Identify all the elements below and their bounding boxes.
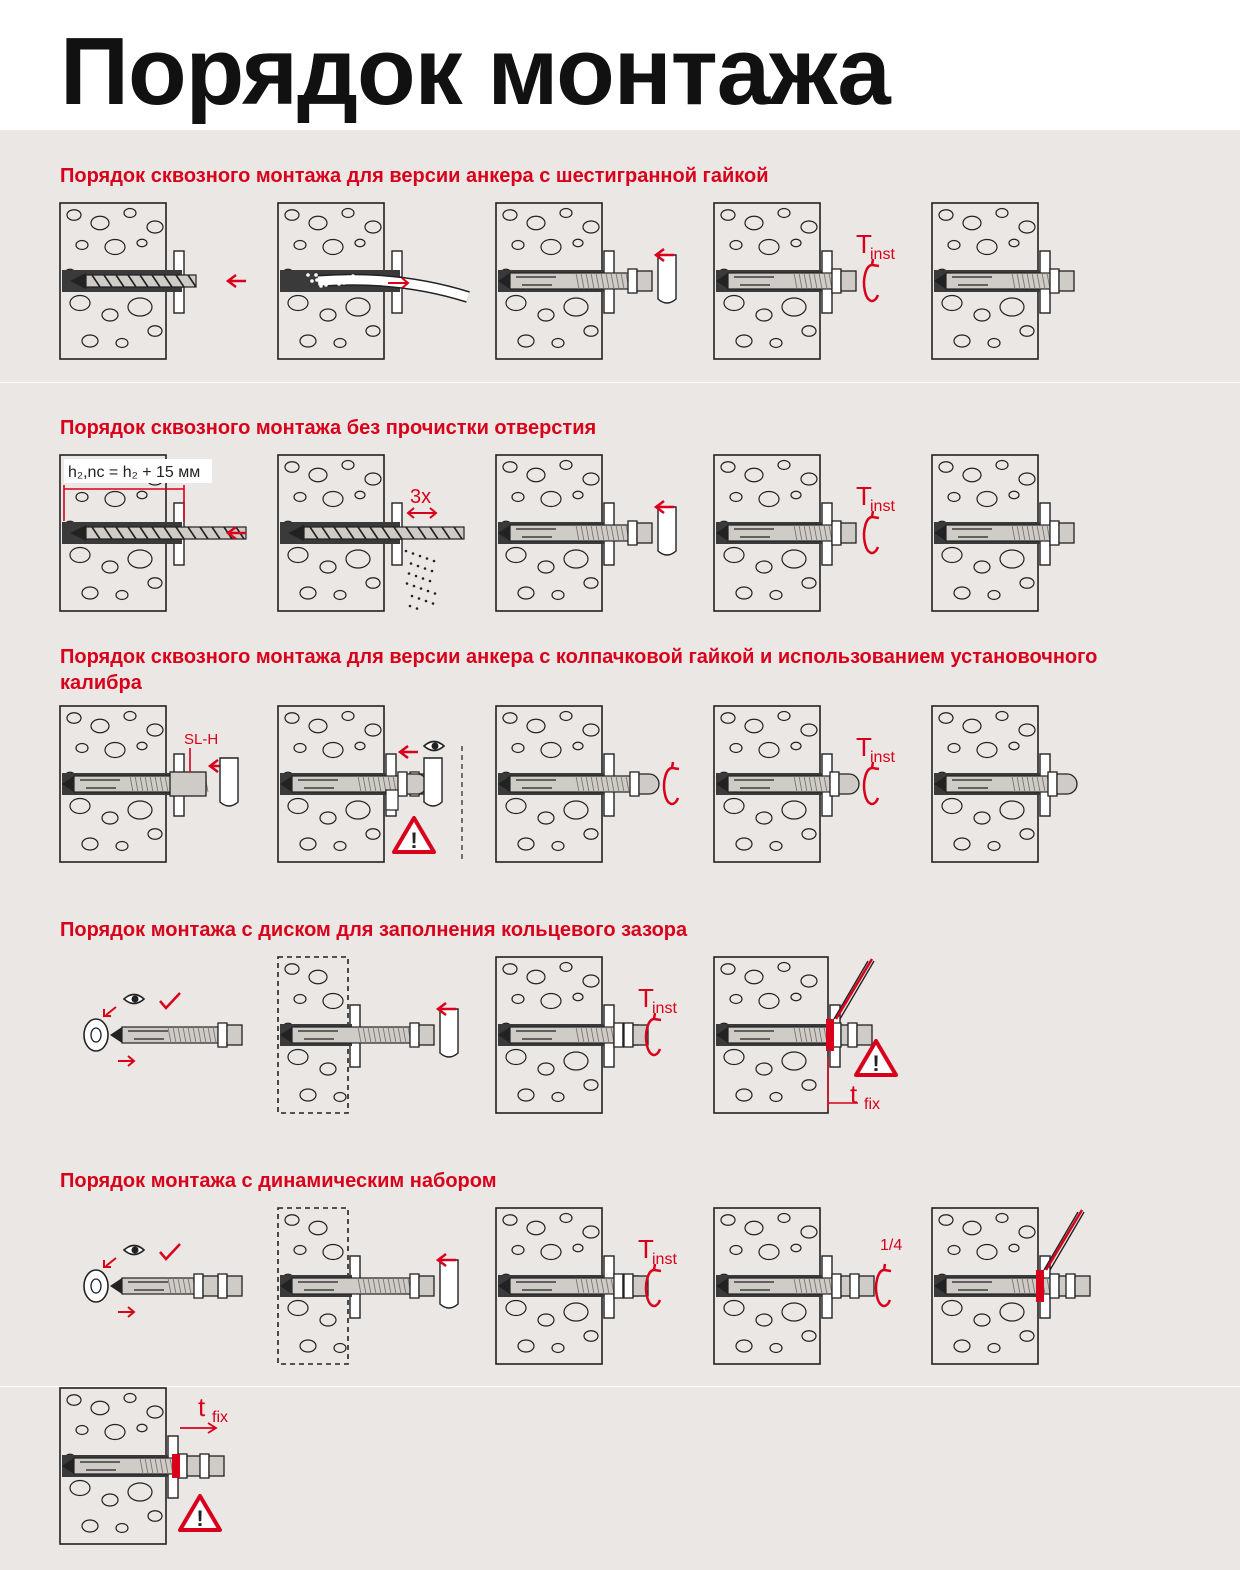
step-figure [932,706,1122,864]
svg-text:!: ! [410,828,418,853]
dust-particle [323,278,327,282]
washer [1066,1274,1075,1298]
cap-nut [1057,774,1077,794]
dust-particle [424,567,427,570]
dust-particle [426,557,429,560]
mortar-stream [1046,1210,1082,1270]
step-illustration-torque-dyn [496,1208,686,1366]
hex-nut [419,1276,434,1296]
dust-particle [346,275,350,279]
step-figure [496,957,686,1115]
dust-particle [419,555,422,558]
washer [614,1274,623,1298]
dust-particle [415,575,418,578]
step-illustration-final-hex [932,455,1122,613]
step-figure [278,1208,468,1366]
back-forth-arrow-icon [408,508,436,518]
step-illustration-disc-assemble [60,957,250,1115]
washer [848,1023,857,1047]
rotate-arrow-icon [864,265,878,301]
anchor-tip [110,1278,122,1294]
washer [200,1454,209,1478]
repeat-label: 3x [410,486,432,508]
washer [830,772,839,796]
rotate-arrow-icon [864,517,878,553]
dust-particle [405,550,408,553]
fixture-plate [1040,539,1050,565]
washer [1048,772,1057,796]
step-illustration-torque-hex [714,455,904,613]
dust-particle [337,282,341,286]
dust-particle [431,570,434,573]
dust-particle [411,595,414,598]
label-subscript: inst [652,1251,677,1268]
fixture-plate [1040,287,1050,313]
dust-particle [315,278,319,282]
warning-icon [180,1496,220,1531]
label-main: T [856,229,872,259]
label-main: t [850,1079,858,1109]
torque-label [856,481,895,515]
fixture-plate [822,287,832,313]
drill-bit [288,525,464,541]
step-figure [932,455,1122,613]
step-illustration-final-dyn [60,1388,250,1546]
step-figure [278,203,468,361]
step-illustration-hammer-dyn [278,1208,468,1366]
hammer-head [658,507,676,555]
step-illustration-hammer-eye [278,706,468,864]
dust-particle [425,600,428,603]
hammer-head [440,1260,458,1308]
rotate-arrow-icon [664,768,678,804]
step-illustration-quarter-turn [714,1208,904,1366]
hammer-head [440,1009,458,1057]
label-main: T [856,481,872,511]
washer [630,772,639,796]
step-figure [60,706,250,864]
step-figure [278,957,468,1115]
push-arrow-icon [400,746,418,758]
hex-nut [1059,271,1074,291]
label-subscript: fix [864,1096,880,1113]
step-figure [714,1208,904,1366]
eye-icon [124,995,144,1004]
dust-particle [314,273,318,277]
washer [218,1023,227,1047]
torque-label [638,983,677,1017]
mortar-fill [826,1019,834,1051]
washer [624,1023,633,1047]
hex-nut [857,1025,872,1045]
washer [832,269,841,293]
hex-nut [637,271,652,291]
step-illustration-drill [60,203,250,361]
dust-particle [412,552,415,555]
dust-particle [432,602,435,605]
hammer-head [658,255,676,303]
step-illustration-inject-disc [714,957,904,1115]
step-figure [60,1208,250,1366]
page-title: Порядок монтажа [60,18,890,125]
slide-arrow-icon [118,1307,134,1317]
dust-particle [427,590,430,593]
step-figure [714,203,904,361]
label-main: T [638,1234,654,1264]
dust-particle [410,562,413,565]
hex-nut [637,523,652,543]
torque-label [638,1234,677,1268]
step-figure [714,957,904,1115]
rotate-arrow-head [672,762,679,769]
label-subscript: inst [652,1000,677,1017]
hex-nut [419,1025,434,1045]
dust-particle [433,560,436,563]
torque-label [198,1392,228,1426]
step-figure [714,706,904,864]
hammer-head [220,758,238,806]
dimension-arrow-icon [180,1423,216,1433]
insert-arrow-icon [104,1258,116,1267]
anchor-tip [110,1027,122,1043]
drill-bit [70,525,246,541]
mortar-fill [172,1454,180,1478]
dust-particle [355,280,359,284]
dust-particle [420,587,423,590]
hex-nut [841,271,856,291]
step-figure [60,957,250,1115]
insert-arrow-icon [104,1007,116,1016]
cap-nut [839,774,859,794]
hex-nut [1059,523,1074,543]
dust-particle [306,273,310,277]
formula-label: h₂,nc = h₂ + 15 мм [68,464,201,481]
mortar-fill [1036,1270,1044,1302]
hex-nut [227,1025,242,1045]
hex-nut [209,1456,224,1476]
dust-particle [328,277,332,281]
step-figure [60,1388,250,1546]
section-title: Порядок сквозного монтажа для версии анкера с шестигранной гайкой [60,165,769,187]
step-illustration-torque-cap [714,706,904,864]
section-title: Порядок монтажа с диском для заполнения кольцевого зазора [60,919,688,941]
step-illustration-dyn-assemble [60,1208,250,1366]
fixture-plate [822,539,832,565]
step-illustration-inject-dyn [932,1208,1122,1366]
check-icon [160,993,180,1008]
dust-particle [413,585,416,588]
section-divider [0,382,1240,383]
section-divider [0,1386,1240,1387]
mortar-stream [836,959,872,1019]
washer [398,772,407,796]
washer [410,1274,419,1298]
label-main: T [638,983,654,1013]
label-subscript: inst [870,749,895,766]
dust-particle [351,274,355,278]
dust-particle [324,283,328,287]
step-illustration-torque-disc [496,957,686,1115]
eye-icon [124,1246,144,1255]
tool-label: SL-H [184,731,219,748]
rotate-arrow-icon [864,768,878,804]
dust-particle [417,565,420,568]
step-figure [932,1208,1122,1366]
dust-particle [422,577,425,580]
washer [1050,269,1059,293]
washer [218,1274,227,1298]
washer [832,521,841,545]
check-icon [160,1244,180,1259]
section-title: Порядок сквозного монтажа для версии анкера с колпачковой гайкой и использованием установочного калибра [60,646,1098,694]
step-figure [496,706,686,864]
fixture-plate [822,1292,832,1318]
fixture-plate [604,287,614,313]
label-subscript: inst [870,498,895,515]
filling-disc [84,1019,108,1051]
hex-nut [859,1276,874,1296]
washer [410,1023,419,1047]
hex-nut [1075,1276,1090,1296]
step-figure [278,706,468,864]
torque-label [856,732,895,766]
dust-particle [429,580,432,583]
step-illustration-torque-hex [714,203,904,361]
hex-nut [203,1276,218,1296]
washer [628,521,637,545]
step-figure [60,203,250,361]
setting-tool-sl-h [170,772,206,796]
washer [624,1274,633,1298]
washer [628,269,637,293]
quarter-turn-label: 1/4 [880,1237,903,1254]
fixture-plate [604,1292,614,1318]
rotate-arrow-head [884,1264,891,1271]
svg-text:!: ! [196,1506,204,1531]
hex-nut [841,523,856,543]
label-main: T [856,732,872,762]
washer [1050,521,1059,545]
hex-nut [227,1276,242,1296]
step-figure [496,203,686,361]
dust-particle [310,279,314,283]
warning-icon [394,818,434,853]
dust-particle [408,572,411,575]
washer [1050,1274,1059,1298]
svg-text:!: ! [872,1051,880,1076]
step-illustration-hammer-hex [496,455,686,613]
dust-particle [434,592,437,595]
torque-label [850,1079,880,1113]
washer [850,1274,859,1298]
step-figure [278,455,468,613]
washer [194,1274,203,1298]
dust-particle [409,605,412,608]
slide-arrow-icon [118,1056,134,1066]
washer [614,1023,623,1047]
step-illustration-blow [278,203,468,361]
step-illustration-drill-deep [60,455,250,613]
section-title: Порядок сквозного монтажа без прочистки отверстия [60,417,597,439]
cap-nut [639,774,659,794]
dust-particle [342,281,346,285]
fixture-plate [604,539,614,565]
fixture-plate [386,790,398,810]
drill-bit [70,273,196,289]
dust-particle [333,276,337,280]
torque-label [856,229,895,263]
step-illustration-drill-3x [278,455,468,613]
dust-particle [406,582,409,585]
label-subscript: fix [212,1409,228,1426]
eye-icon [424,742,444,751]
fixture-plate [604,1041,614,1067]
step-figure [496,1208,686,1366]
dust-particle [416,607,419,610]
section-title: Порядок монтажа с динамическим набором [60,1170,497,1192]
step-figure [60,455,250,613]
washer [832,1274,841,1298]
fixture-plate [604,790,614,816]
header-band [0,0,1240,130]
rotate-arrow-icon [876,1270,890,1306]
step-illustration-setting-tool [60,706,250,864]
dust-particle [319,284,323,288]
step-figure [714,455,904,613]
step-figure [496,455,686,613]
hammer-head [424,758,442,806]
label-subscript: inst [870,246,895,263]
step-illustration-hammer-disc [278,957,468,1115]
push-arrow-icon [228,275,246,287]
warning-icon [856,1041,896,1076]
label-main: t [198,1392,206,1422]
step-figure [932,203,1122,361]
step-illustration-hammer-hex [496,203,686,361]
step-illustration-final-cap [932,706,1122,864]
dust-particle [418,597,421,600]
step-illustration-final-hex [932,203,1122,361]
filling-disc [84,1270,108,1302]
step-illustration-capnut-turn [496,706,686,864]
